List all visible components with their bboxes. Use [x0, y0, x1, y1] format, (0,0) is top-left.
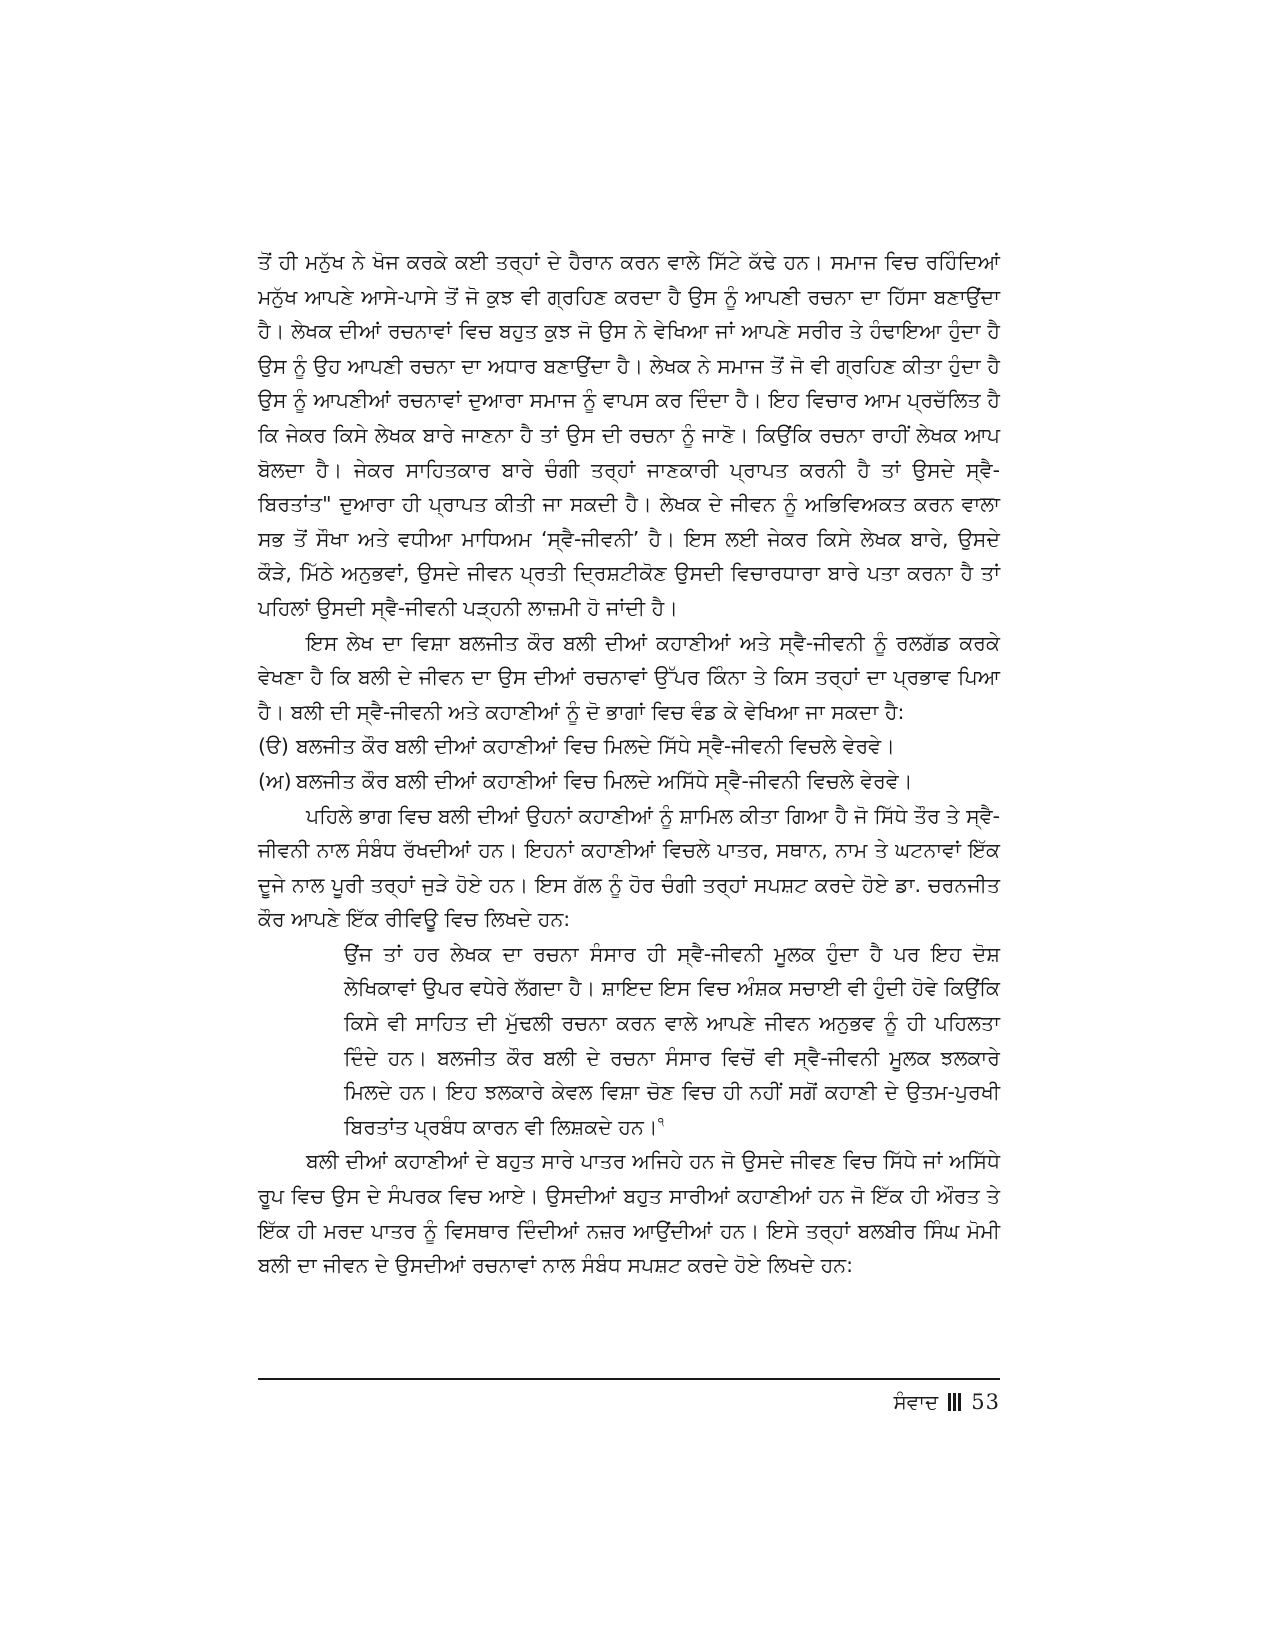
- list-item-2: [258, 764, 1000, 799]
- page-number: 53: [971, 1390, 1000, 1414]
- paragraph-2: ਇਸ ਲੇਖ ਦਾ ਵਿਸ਼ਾ ਬਲਜੀਤ ਕੌਰ ਬਲੀ ਦੀਆਂ ਕਹਾਣੀਆਂ ਅਤੇ ਸ੍ਵੈ-ਜੀਵਨੀ ਨੂੰ ਰਲਗੱਡ ਕਰਕੇ ਵੇਖਣਾ ਹੈ ਕਿ ਬਲੀ ਦੇ ਜੀਵਨ ਦਾ ਉਸ ਦੀਆਂ ਰਚਨਾਵਾਂ ਉੱਪਰ ਕਿੰਨਾ ਤੇ ਕਿਸ ਤਰ੍ਹਾਂ ਦਾ ਪ੍ਰਭਾਵ ਪਿਆ ਹੈ। ਬਲੀ ਦੀ ਸ੍ਵੈ-ਜੀਵਨੀ ਅਤੇ ਕਹਾਣੀਆਂ ਨੂੰ ਦੋ ਭਾਗਾਂ ਵਿਚ ਵੰਡ ਕੇ ਵੇਖਿਆ ਜਾ ਸਕਦਾ ਹੈ:: [258, 630, 1000, 724]
- quote-text: ਉਂਜ ਤਾਂ ਹਰ ਲੇਖਕ ਦਾ ਰਚਨਾ ਸੰਸਾਰ ਹੀ ਸ੍ਵੈ-ਜੀਵਨੀ ਮੂਲਕ ਹੁੰਦਾ ਹੈ ਪਰ ਇਹ ਦੋਸ਼ ਲੇਖਿਕਾਵਾਂ ਉਪਰ ਵਧੇਰੇ ਲੱਗਦਾ ਹੈ। ਸ਼ਾਇਦ ਇਸ ਵਿਚ ਅੰਸ਼ਕ ਸਚਾਈ ਵੀ ਹੁੰਦੀ ਹੋਵੇ ਕਿਉਂਕਿ ਕਿਸੇ ਵੀ ਸਾਹਿਤ ਦੀ ਮੁੱਢਲੀ ਰਚਨਾ ਕਰਨ ਵਾਲੇ ਆਪਣੇ ਜੀਵਨ ਅਨੁਭਵ ਨੂੰ ਹੀ ਪਹਿਲਤਾ ਦਿੰਦੇ ਹਨ। ਬਲਜੀਤ ਕੌਰ ਬਲੀ ਦੇ ਰਚਨਾ ਸੰਸਾਰ ਵਿਚੋਂ ਵੀ ਸ੍ਵੈ-ਜੀਵਨੀ ਮੂਲਕ ਝਲਕਾਰੇ ਮਿਲਦੇ ਹਨ। ਇਹ ਝਲਕਾਰੇ ਕੇਵਲ ਵਿਸ਼ਾ ਚੋਣ ਵਿਚ ਹੀ ਨਹੀਂ ਸਗੋਂ ਕਹਾਣੀ ਦੇ ਉਤਮ-ਪੁਰਖੀ ਬਿਰਤਾਂਤ ਪ੍ਰਬੰਧ ਕਾਰਨ ਵੀ ਲਿਸ਼ਕਦੇ ਹਨ।: [344, 941, 1000, 1139]
- block-quote: [344, 937, 1000, 1145]
- page-body: [258, 245, 1000, 1283]
- journal-name: ਸੰਵਾਦ: [893, 1390, 939, 1414]
- list-marker: (ੳ): [258, 734, 289, 759]
- paragraph-1: ਤੋਂ ਹੀ ਮਨੁੱਖ ਨੇ ਖੋਜ ਕਰਕੇ ਕਈ ਤਰ੍ਹਾਂ ਦੇ ਹੈਰਾਨ ਕਰਨ ਵਾਲੇ ਸਿੱਟੇ ਕੱਢੇ ਹਨ। ਸਮਾਜ ਵਿਚ ਰਹਿੰਦਿਆਂ ਮਨੁੱਖ ਆਪਣੇ ਆਸੇ-ਪਾਸੇ ਤੋਂ ਜੋ ਕੁਝ ਵੀ ਗ੍ਰਹਿਣ ਕਰਦਾ ਹੈ ਉਸ ਨੂੰ ਆਪਣੀ ਰਚਨਾ ਦਾ ਹਿੱਸਾ ਬਣਾਉਂਦਾ ਹੈ। ਲੇਖਕ ਦੀਆਂ ਰਚਨਾਵਾਂ ਵਿਚ ਬਹੁਤ ਕੁਝ ਜੋ ਉਸ ਨੇ ਵੇਖਿਆ ਜਾਂ ਆਪਣੇ ਸਰੀਰ ਤੇ ਹੰਢਾਇਆ ਹੁੰਦਾ ਹੈ ਉਸ ਨੂੰ ਉਹ ਆਪਣੀ ਰਚਨਾ ਦਾ ਅਧਾਰ ਬਣਾਉਂਦਾ ਹੈ। ਲੇਖਕ ਨੇ ਸਮਾਜ ਤੋਂ ਜੋ ਵੀ ਗ੍ਰਹਿਣ ਕੀਤਾ ਹੁੰਦਾ ਹੈ ਉਸ ਨੂੰ ਆਪਣੀਆਂ ਰਚਨਾਵਾਂ ਦੁਆਰਾ ਸਮਾਜ ਨੂੰ ਵਾਪਸ ਕਰ ਦਿੰਦਾ ਹੈ। ਇਹ ਵਿਚਾਰ ਆਮ ਪ੍ਰਚੱਲਿਤ ਹੈ ਕਿ ਜੇਕਰ ਕਿਸੇ ਲੇਖਕ ਬਾਰੇ ਜਾਣਨਾ ਹੈ ਤਾਂ ਉਸ ਦੀ ਰਚਨਾ ਨੂੰ ਜਾਣੋ। ਕਿਉਂਕਿ ਰਚਨਾ ਰਾਹੀਂ ਲੇਖਕ ਆਪ ਬੋਲਦਾ ਹੈ। ਜੇਕਰ ਸਾਹਿਤਕਾਰ ਬਾਰੇ ਚੰਗੀ ਤਰ੍ਹਾਂ ਜਾਣਕਾਰੀ ਪ੍ਰਾਪਤ ਕਰਨੀ ਹੈ ਤਾਂ ਉਸਦੇ ਸ੍ਵੈ-ਬਿਰਤਾਂਤ" ਦੁਆਰਾ ਹੀ ਪ੍ਰਾਪਤ ਕੀਤੀ ਜਾ ਸਕਦੀ ਹੈ। ਲੇਖਕ ਦੇ ਜੀਵਨ ਨੂੰ ਅਭਿਵਿਅਕਤ ਕਰਨ ਵਾਲਾ ਸਭ ਤੋਂ ਸੌਖਾ ਅਤੇ ਵਧੀਆ ਮਾਧਿਅਮ ‘ਸ੍ਵੈ-ਜੀਵਨੀ’ ਹੈ। ਇਸ ਲਈ ਜੇਕਰ ਕਿਸੇ ਲੇਖਕ ਬਾਰੇ, ਉਸਦੇ ਕੌੜੇ, ਮਿੱਠੇ ਅਨੁਭਵਾਂ, ਉਸਦੇ ਜੀਵਨ ਪ੍ਰਤੀ ਦ੍ਰਿਸ਼ਟੀਕੋਣ ਉਸਦੀ ਵਿਚਾਰਧਾਰਾ ਬਾਰੇ ਪਤਾ ਕਰਨਾ ਹੈ ਤਾਂ ਪਹਿਲਾਂ ਉਸਦੀ ਸ੍ਵੈ-ਜੀਵਨੀ ਪੜ੍ਹਨੀ ਲਾਜ਼ਮੀ ਹੋ ਜਾਂਦੀ ਹੈ।: [258, 250, 1000, 620]
- page-footer: [893, 1390, 1000, 1414]
- paragraph-4: ਬਲੀ ਦੀਆਂ ਕਹਾਣੀਆਂ ਦੇ ਬਹੁਤ ਸਾਰੇ ਪਾਤਰ ਅਜਿਹੇ ਹਨ ਜੋ ਉਸਦੇ ਜੀਵਣ ਵਿਚ ਸਿੱਧੇ ਜਾਂ ਅਸਿੱਧੇ ਰੂਪ ਵਿਚ ਉਸ ਦੇ ਸੰਪਰਕ ਵਿਚ ਆਏ। ਉਸਦੀਆਂ ਬਹੁਤ ਸਾਰੀਆਂ ਕਹਾਣੀਆਂ ਹਨ ਜੋ ਇੱਕ ਹੀ ਔਰਤ ਤੇ ਇੱਕ ਹੀ ਮਰਦ ਪਾਤਰ ਨੂੰ ਵਿਸਥਾਰ ਦਿੰਦੀਆਂ ਨਜ਼ਰ ਆਉਂਦੀਆਂ ਹਨ। ਇਸੇ ਤਰ੍ਹਾਂ ਬਲਬੀਰ ਸਿੰਘ ਮੋਮੀ ਬਲੀ ਦਾ ਜੀਵਨ ਦੇ ਉਸਦੀਆਂ ਰਚਨਾਵਾਂ ਨਾਲ ਸੰਬੰਧ ਸਪਸ਼ਟ ਕਰਦੇ ਹੋਏ ਲਿਖਦੇ ਹਨ:: [258, 1149, 1000, 1278]
- list-marker: (ਅ): [258, 768, 292, 793]
- footer-rule: [258, 1378, 1000, 1380]
- footnote-ref: ੧: [657, 1115, 665, 1130]
- list-item-1: [258, 729, 1000, 764]
- list-text: ਬਲਜੀਤ ਕੌਰ ਬਲੀ ਦੀਆਂ ਕਹਾਣੀਆਂ ਵਿਚ ਮਿਲਦੇ ਸਿੱਧੇ ਸ੍ਵੈ-ਜੀਵਨੀ ਵਿਚਲੇ ਵੇਰਵੇ।: [296, 734, 895, 759]
- paragraph-3: ਪਹਿਲੇ ਭਾਗ ਵਿਚ ਬਲੀ ਦੀਆਂ ਉਹਨਾਂ ਕਹਾਣੀਆਂ ਨੂੰ ਸ਼ਾਮਿਲ ਕੀਤਾ ਗਿਆ ਹੈ ਜੋ ਸਿੱਧੇ ਤੌਰ ਤੇ ਸ੍ਵੈ-ਜੀਵਨੀ ਨਾਲ ਸੰਬੰਧ ਰੱਖਦੀਆਂ ਹਨ। ਇਹਨਾਂ ਕਹਾਣੀਆਂ ਵਿਚਲੇ ਪਾਤਰ, ਸਥਾਨ, ਨਾਮ ਤੇ ਘਟਨਾਵਾਂ ਇੱਕ ਦੂਜੇ ਨਾਲ ਪੂਰੀ ਤਰ੍ਹਾਂ ਜੁੜੇ ਹੋਏ ਹਨ। ਇਸ ਗੱਲ ਨੂੰ ਹੋਰ ਚੰਗੀ ਤਰ੍ਹਾਂ ਸਪਸ਼ਟ ਕਰਦੇ ਹੋਏ ਡਾ. ਚਰਨਜੀਤ ਕੌਰ ਆਪਣੇ ਇੱਕ ਰੀਵਿਊ ਵਿਚ ਲਿਖਦੇ ਹਨ:: [258, 803, 1000, 932]
- bars-icon: [948, 1392, 961, 1412]
- list-text: ਬਲਜੀਤ ਕੌਰ ਬਲੀ ਦੀਆਂ ਕਹਾਣੀਆਂ ਵਿਚ ਮਿਲਦੇ ਅਸਿੱਧੇ ਸ੍ਵੈ-ਜੀਵਨੀ ਵਿਚਲੇ ਵੇਰਵੇ।: [296, 768, 913, 793]
